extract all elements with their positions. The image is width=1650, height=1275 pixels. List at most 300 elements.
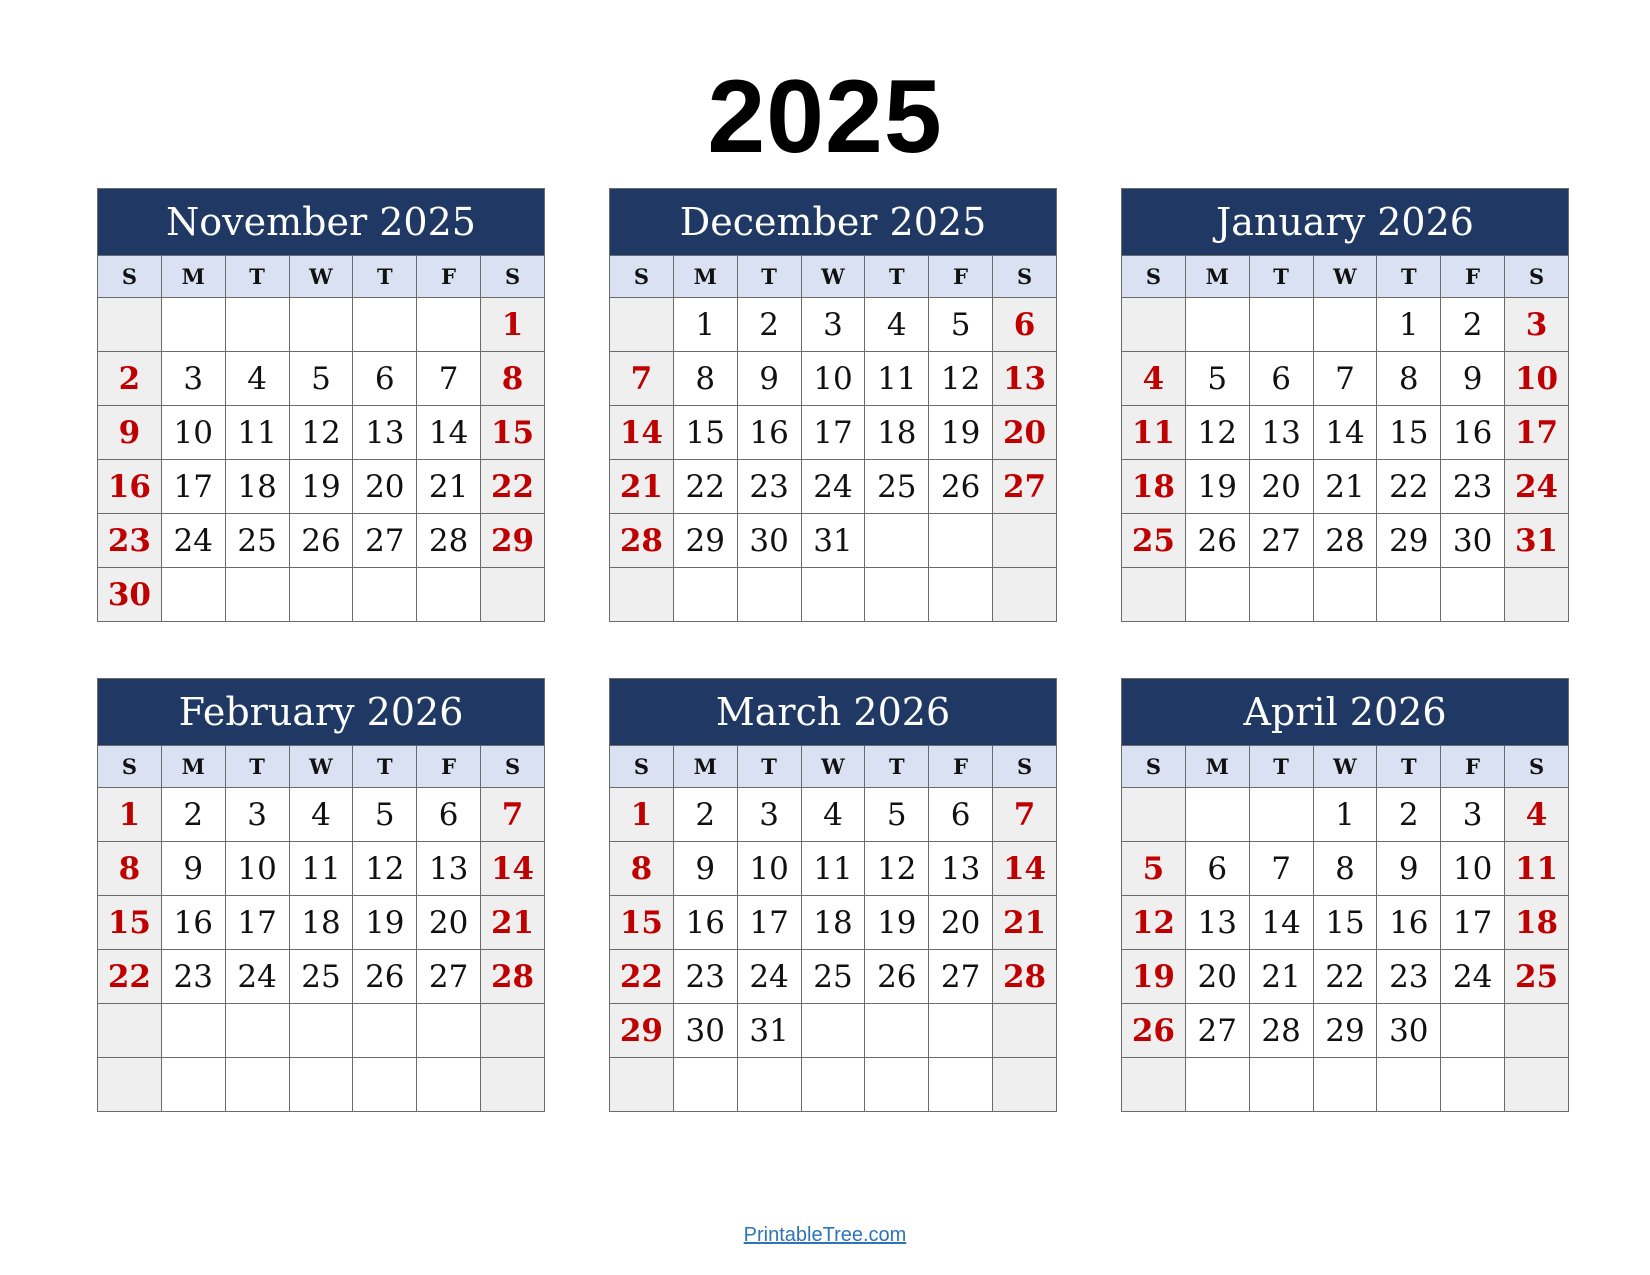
month-grid [1121,745,1569,1112]
day-cell: 7 [993,788,1057,842]
weekday-header-row [1122,746,1569,788]
day-cell: 1 [610,788,674,842]
page-title: 2025 [707,59,943,175]
day-cell: 23 [1441,460,1505,514]
week-row [610,568,1057,622]
day-cell: 21 [417,460,481,514]
day-cell: 18 [225,460,289,514]
week-row [610,842,1057,896]
week-row [1122,514,1569,568]
week-row [98,842,545,896]
day-cell: 29 [673,514,737,568]
day-cell: 1 [98,788,162,842]
day-cell: 15 [1377,406,1441,460]
day-cell [161,1004,225,1058]
day-cell: 22 [1377,460,1441,514]
week-row [98,298,545,352]
day-cell: 1 [1377,298,1441,352]
day-cell: 23 [98,514,162,568]
weekday-label: T [1249,256,1313,298]
weekday-label: S [1505,746,1569,788]
day-cell: 5 [929,298,993,352]
week-row [1122,352,1569,406]
day-cell: 26 [1122,1004,1186,1058]
day-cell: 8 [1377,352,1441,406]
day-cell: 11 [289,842,353,896]
day-cell: 4 [1505,788,1569,842]
weekday-label: S [481,256,545,298]
weekday-label: T [1377,746,1441,788]
day-cell: 3 [225,788,289,842]
day-cell: 27 [1249,514,1313,568]
week-row [98,788,545,842]
week-row [98,352,545,406]
day-cell: 19 [289,460,353,514]
week-row [610,788,1057,842]
day-cell [98,298,162,352]
weekday-label: F [1441,746,1505,788]
weekday-label: F [1441,256,1505,298]
month-calendar-2 [609,188,1057,622]
day-cell [289,298,353,352]
day-cell: 16 [1377,896,1441,950]
day-cell [481,568,545,622]
weekday-label: M [161,256,225,298]
weekday-label: S [993,746,1057,788]
week-row [1122,1004,1569,1058]
day-cell [993,568,1057,622]
day-cell: 28 [417,514,481,568]
day-cell: 18 [289,896,353,950]
day-cell [1313,298,1377,352]
day-cell: 13 [929,842,993,896]
weekday-label: S [1122,746,1186,788]
day-cell: 9 [673,842,737,896]
day-cell: 12 [289,406,353,460]
day-cell: 4 [865,298,929,352]
day-cell: 16 [98,460,162,514]
day-cell: 2 [737,298,801,352]
day-cell: 12 [353,842,417,896]
day-cell: 15 [610,896,674,950]
day-cell: 10 [801,352,865,406]
day-cell [1249,788,1313,842]
day-cell: 14 [610,406,674,460]
weekday-label: M [1185,746,1249,788]
day-cell: 14 [993,842,1057,896]
day-cell: 26 [865,950,929,1004]
weekday-label: S [610,746,674,788]
day-cell [673,568,737,622]
day-cell: 2 [1441,298,1505,352]
day-cell [417,1058,481,1112]
weekday-label: S [1505,256,1569,298]
day-cell [929,1058,993,1112]
day-cell: 18 [865,406,929,460]
week-row [610,298,1057,352]
day-cell: 5 [1122,842,1186,896]
day-cell: 21 [993,896,1057,950]
day-cell: 23 [737,460,801,514]
day-cell: 21 [1249,950,1313,1004]
day-cell: 25 [289,950,353,1004]
day-cell: 23 [1377,950,1441,1004]
day-cell [289,1004,353,1058]
day-cell: 12 [1122,896,1186,950]
weekday-label: W [289,746,353,788]
day-cell: 28 [1249,1004,1313,1058]
day-cell [993,1004,1057,1058]
day-cell: 29 [610,1004,674,1058]
day-cell: 6 [993,298,1057,352]
day-cell: 25 [801,950,865,1004]
day-cell: 31 [1505,514,1569,568]
day-cell: 30 [1441,514,1505,568]
day-cell: 20 [417,896,481,950]
day-cell: 7 [417,352,481,406]
day-cell: 11 [225,406,289,460]
day-cell: 3 [161,352,225,406]
day-cell: 24 [737,950,801,1004]
day-cell: 25 [1505,950,1569,1004]
day-cell [225,1058,289,1112]
day-cell: 26 [929,460,993,514]
weekday-label: T [225,256,289,298]
weekday-label: T [737,746,801,788]
day-cell: 3 [801,298,865,352]
weekday-label: F [929,746,993,788]
week-row [1122,950,1569,1004]
weekday-label: M [1185,256,1249,298]
day-cell: 6 [929,788,993,842]
day-cell [353,1058,417,1112]
weekday-label: S [98,256,162,298]
day-cell: 11 [1122,406,1186,460]
week-row [1122,1058,1569,1112]
weekday-label: W [801,256,865,298]
weekday-label: W [289,256,353,298]
day-cell [161,568,225,622]
weekday-label: S [610,256,674,298]
day-cell [225,1004,289,1058]
day-cell: 2 [161,788,225,842]
day-cell [1249,298,1313,352]
weekday-label: M [673,746,737,788]
day-cell: 9 [1441,352,1505,406]
day-cell: 24 [1505,460,1569,514]
day-cell: 25 [865,460,929,514]
day-cell: 28 [481,950,545,1004]
day-cell [289,1058,353,1112]
day-cell: 23 [161,950,225,1004]
day-cell [481,1058,545,1112]
day-cell: 19 [1185,460,1249,514]
day-cell: 10 [737,842,801,896]
weekday-label: W [1313,746,1377,788]
weekday-label: S [993,256,1057,298]
day-cell: 14 [1249,896,1313,950]
day-cell: 20 [929,896,993,950]
day-cell: 9 [98,406,162,460]
day-cell: 17 [1441,896,1505,950]
weekday-header-row [610,256,1057,298]
source-link[interactable]: PrintableTree.com [743,1224,907,1246]
day-cell: 26 [353,950,417,1004]
day-cell: 29 [1377,514,1441,568]
day-cell: 17 [1505,406,1569,460]
weekday-label: S [98,746,162,788]
day-cell: 15 [481,406,545,460]
day-cell [801,568,865,622]
day-cell: 27 [1185,1004,1249,1058]
day-cell: 5 [353,788,417,842]
week-row [610,460,1057,514]
weekday-label: F [417,746,481,788]
day-cell [865,568,929,622]
weekday-label: M [673,256,737,298]
day-cell: 14 [481,842,545,896]
month-title: March 2026 [609,678,1057,745]
day-cell: 6 [1249,352,1313,406]
month-title: February 2026 [97,678,545,745]
day-cell: 11 [801,842,865,896]
day-cell: 30 [1377,1004,1441,1058]
day-cell [1377,568,1441,622]
week-row [1122,298,1569,352]
day-cell [353,568,417,622]
day-cell: 28 [610,514,674,568]
day-cell: 5 [289,352,353,406]
weekday-label: S [1122,256,1186,298]
week-row [610,950,1057,1004]
day-cell: 6 [353,352,417,406]
day-cell: 2 [673,788,737,842]
day-cell [353,1004,417,1058]
day-cell: 30 [737,514,801,568]
day-cell: 24 [801,460,865,514]
day-cell [481,1004,545,1058]
day-cell [1505,1058,1569,1112]
week-row [610,406,1057,460]
day-cell: 22 [98,950,162,1004]
day-cell: 26 [289,514,353,568]
day-cell: 25 [1122,514,1186,568]
day-cell: 24 [1441,950,1505,1004]
day-cell [1122,568,1186,622]
day-cell: 19 [1122,950,1186,1004]
day-cell: 6 [417,788,481,842]
day-cell: 16 [673,896,737,950]
week-row [98,1004,545,1058]
weekday-label: T [1249,746,1313,788]
day-cell: 25 [225,514,289,568]
day-cell: 7 [610,352,674,406]
month-grid [97,255,545,622]
day-cell: 13 [1185,896,1249,950]
month-title: January 2026 [1121,188,1569,255]
week-row [1122,406,1569,460]
weekday-label: T [865,746,929,788]
week-row [98,460,545,514]
day-cell: 1 [1313,788,1377,842]
day-cell [1505,1004,1569,1058]
weekday-header-row [610,746,1057,788]
day-cell: 13 [993,352,1057,406]
weekday-header-row [98,746,545,788]
day-cell: 1 [481,298,545,352]
day-cell [929,514,993,568]
day-cell: 15 [1313,896,1377,950]
week-row [98,568,545,622]
weekday-label: F [929,256,993,298]
month-calendar-3 [1121,188,1569,622]
day-cell: 8 [481,352,545,406]
day-cell: 7 [1313,352,1377,406]
day-cell: 17 [161,460,225,514]
day-cell: 10 [1505,352,1569,406]
day-cell [610,568,674,622]
day-cell [610,1058,674,1112]
day-cell: 17 [225,896,289,950]
day-cell [801,1058,865,1112]
day-cell: 20 [1185,950,1249,1004]
month-calendar-4 [97,678,545,1112]
day-cell: 7 [481,788,545,842]
weekday-label: F [417,256,481,298]
month-grid [97,745,545,1112]
month-title: November 2025 [97,188,545,255]
day-cell: 11 [1505,842,1569,896]
day-cell: 28 [1313,514,1377,568]
weekday-label: T [737,256,801,298]
week-row [610,1058,1057,1112]
day-cell [1185,788,1249,842]
weekday-label: T [353,746,417,788]
day-cell: 2 [98,352,162,406]
week-row [98,1058,545,1112]
week-row [1122,788,1569,842]
day-cell: 13 [417,842,481,896]
day-cell: 19 [865,896,929,950]
day-cell [353,298,417,352]
week-row [98,406,545,460]
week-row [610,352,1057,406]
day-cell: 18 [801,896,865,950]
day-cell: 22 [610,950,674,1004]
day-cell: 22 [1313,950,1377,1004]
day-cell [417,298,481,352]
day-cell: 2 [1377,788,1441,842]
day-cell: 17 [737,896,801,950]
day-cell: 20 [353,460,417,514]
week-row [1122,568,1569,622]
day-cell: 30 [98,568,162,622]
weekday-label: W [801,746,865,788]
week-row [610,514,1057,568]
day-cell [225,568,289,622]
month-title: April 2026 [1121,678,1569,745]
day-cell: 14 [1313,406,1377,460]
day-cell [1441,1004,1505,1058]
month-grid [609,745,1057,1112]
day-cell [1441,1058,1505,1112]
weekday-label: M [161,746,225,788]
day-cell [417,1004,481,1058]
day-cell [610,298,674,352]
day-cell [929,1004,993,1058]
day-cell: 31 [801,514,865,568]
day-cell: 27 [353,514,417,568]
week-row [1122,842,1569,896]
day-cell [161,298,225,352]
day-cell: 5 [1185,352,1249,406]
day-cell: 27 [417,950,481,1004]
weekday-label: T [865,256,929,298]
day-cell: 12 [929,352,993,406]
day-cell: 27 [929,950,993,1004]
day-cell: 3 [737,788,801,842]
day-cell [1122,788,1186,842]
day-cell [865,1004,929,1058]
day-cell: 24 [225,950,289,1004]
day-cell: 18 [1505,896,1569,950]
day-cell [673,1058,737,1112]
day-cell [737,568,801,622]
day-cell [98,1058,162,1112]
week-row [610,896,1057,950]
day-cell: 21 [610,460,674,514]
day-cell: 13 [353,406,417,460]
day-cell: 9 [1377,842,1441,896]
day-cell: 10 [1441,842,1505,896]
day-cell [865,1058,929,1112]
day-cell: 10 [161,406,225,460]
day-cell: 29 [1313,1004,1377,1058]
day-cell [737,1058,801,1112]
day-cell [1249,1058,1313,1112]
week-row [1122,896,1569,950]
day-cell [801,1004,865,1058]
day-cell [993,1058,1057,1112]
day-cell [1185,1058,1249,1112]
day-cell: 8 [610,842,674,896]
day-cell: 29 [481,514,545,568]
month-calendar-5 [609,678,1057,1112]
day-cell: 21 [1313,460,1377,514]
day-cell: 15 [98,896,162,950]
day-cell [161,1058,225,1112]
day-cell: 9 [737,352,801,406]
day-cell: 10 [225,842,289,896]
month-grid [1121,255,1569,622]
weekday-header-row [1122,256,1569,298]
day-cell: 4 [225,352,289,406]
week-row [98,950,545,1004]
day-cell: 16 [1441,406,1505,460]
day-cell [1313,1058,1377,1112]
day-cell [1122,1058,1186,1112]
day-cell: 24 [161,514,225,568]
day-cell: 5 [865,788,929,842]
day-cell: 8 [98,842,162,896]
day-cell: 20 [993,406,1057,460]
day-cell: 6 [1185,842,1249,896]
day-cell: 18 [1122,460,1186,514]
day-cell: 17 [801,406,865,460]
day-cell: 14 [417,406,481,460]
day-cell [98,1004,162,1058]
day-cell [1313,568,1377,622]
